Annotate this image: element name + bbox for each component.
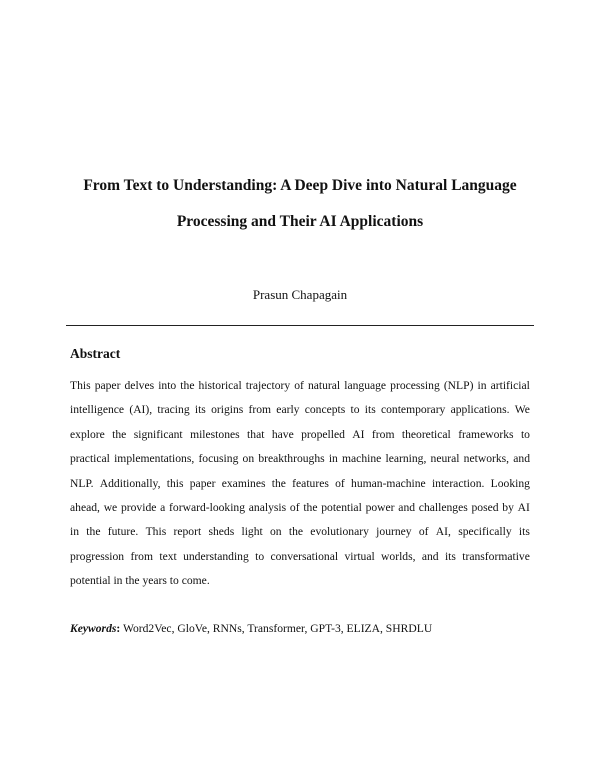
abstract-body — [70, 374, 530, 594]
author-name: Prasun Chapagain — [252, 287, 348, 302]
keywords-list: Word2Vec, GloVe, RNNs, Transformer, GPT-3, ELIZA, SHRDLU — [120, 622, 433, 635]
abstract-line: explore the significant milestones that have propelled AI from theoretical frameworks to — [70, 427, 530, 441]
abstract-line: progression from text understanding to conversational virtual worlds, and its transformative — [70, 549, 530, 563]
abstract-line: intelligence (AI), tracing its origins from early concepts to its contemporary applications. We — [70, 403, 530, 417]
keywords-line — [70, 622, 432, 635]
abstract-heading: Abstract — [70, 346, 121, 361]
abstract-line: practical implementations, focusing on breakthroughs in machine learning, neural networks, and — [70, 452, 530, 466]
abstract-line: in the future. This report sheds light on the evolutionary journey of AI, specifically its — [70, 525, 530, 539]
keywords-colon: : — [116, 622, 121, 635]
keywords-label: Keywords — [70, 622, 117, 635]
abstract-line: This paper delves into the historical trajectory of natural language processing (NLP) in artificial — [70, 379, 530, 392]
horizontal-divider — [66, 325, 534, 326]
abstract-line: NLP. Additionally, this paper examines the features of human-machine interaction. Looking — [70, 476, 530, 490]
paper-title-line-1: From Text to Understanding: A Deep Dive into Natural Language — [83, 177, 517, 194]
abstract-line: ahead, we provide a forward-looking analysis of the potential power and challenges posed by AI — [70, 500, 530, 514]
paper-title-line-2: Processing and Their AI Applications — [176, 213, 424, 230]
abstract-line: potential in the years to come. — [70, 574, 210, 588]
